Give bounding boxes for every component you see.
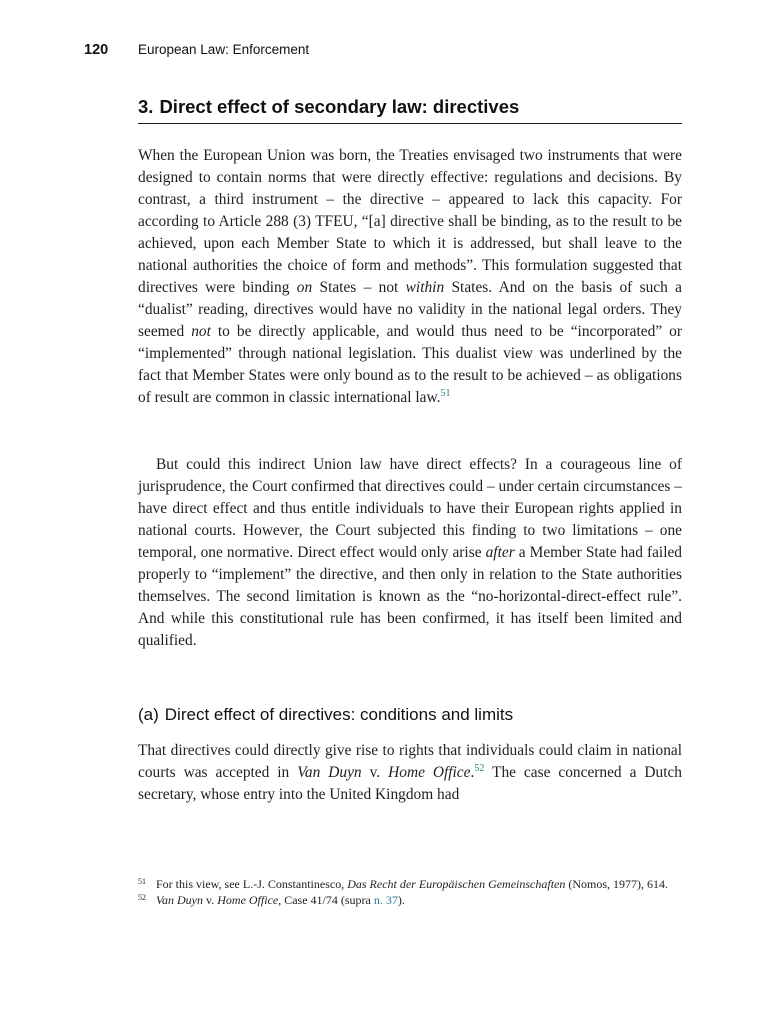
text-run: to be directly applicable, and would thus need to be “incorporated” or “implemented” through national legislation. This dualist view was underlined by the fact that Member States were only bound as to the result to be achieved – as obligations of result are common in classic international law.	[138, 323, 683, 406]
emphasis: Van Duyn	[297, 764, 362, 781]
emphasis: Home Office	[388, 764, 471, 781]
emphasis: after	[485, 544, 515, 561]
emphasis: Home Office	[217, 893, 279, 907]
text-run: ).	[397, 893, 405, 907]
footnote-mark: 51	[138, 877, 146, 886]
footnote-text	[156, 892, 682, 908]
cross-reference-link[interactable]: n. 37	[373, 893, 398, 907]
paragraph-1	[138, 145, 682, 409]
section-number: 3.	[138, 96, 154, 117]
footnote-ref-52[interactable]: 52	[474, 762, 485, 774]
subsection-heading	[138, 705, 513, 725]
emphasis: within	[405, 279, 445, 296]
text-run: v.	[361, 764, 389, 781]
subsection-number: (a)	[138, 705, 159, 724]
running-header	[84, 42, 309, 58]
subsection-title: Direct effect of directives: conditions and limits	[164, 705, 514, 724]
paragraph-2	[138, 454, 682, 652]
text-run: When the European Union was born, the Treaties envisaged two instruments that were designed to contain norms that were directly effective: regulations and decisions. By contrast, a third instrument – the directive – appeared to lack this capacity. For according to Article 288 (3) TFEU, “[a] directive shall be binding, as to the result to be achieved, upon each Member State to which it is addressed, but shall leave to the national authorities the choice of form and methods”. This formulation suggested that directives were binding	[138, 147, 682, 296]
text-run: But could this indirect Union law have direct effects? In a courageous line of jurisprudence, the Court confirmed that directives could – under certain circumstances – have direct effect and thus entitle individuals to have their European rights applied in national courts. However, the Court subjected this finding to two limitations – one temporal, one normative. Direct effect would only arise	[138, 456, 682, 561]
emphasis: not	[191, 323, 211, 340]
running-title: European Law: Enforcement	[138, 42, 310, 57]
footnote-52	[138, 892, 682, 908]
paragraph-3	[138, 740, 682, 806]
footnote-51	[138, 876, 682, 892]
text-run: That directives could directly give rise to rights that individuals could claim in national courts was accepted in	[138, 742, 682, 781]
footnote-ref-51[interactable]: 51	[440, 387, 451, 399]
section-title: Direct effect of secondary law: directives	[159, 96, 520, 117]
page-number: 120	[84, 42, 109, 58]
section-heading	[138, 96, 682, 124]
emphasis: on	[296, 279, 313, 296]
text-run: States. And on the basis of such a “dualist” reading, directives would have no validity in the national legal orders. They seemed	[138, 279, 682, 340]
text-run: States – not	[312, 279, 406, 296]
footnote-mark: 52	[138, 893, 146, 902]
text-run: a Member State had failed properly to “implement” the directive, and then only in relation to the State authorities themselves. The second limitation is known as the “no-horizontal-direct-effect rule”. And while this constitutional rule has been confirmed, it has itself been limited and qualified.	[138, 544, 682, 649]
emphasis: Das Recht der Europäischen Gemeinschaften	[347, 877, 566, 891]
footnotes	[138, 876, 682, 908]
footnote-text	[156, 876, 682, 892]
emphasis: Van Duyn	[156, 893, 203, 907]
text-run: For this view, see L.-J. Constantinesco,	[156, 877, 348, 891]
text-run: (Nomos, 1977), 614.	[565, 877, 669, 891]
text-run: v.	[203, 893, 218, 907]
text-run: .	[470, 764, 475, 781]
text-run: , Case 41/74 (supra	[278, 893, 374, 907]
text-run: The case concerned a Dutch secretary, whose entry into the United Kingdom had	[138, 764, 683, 803]
